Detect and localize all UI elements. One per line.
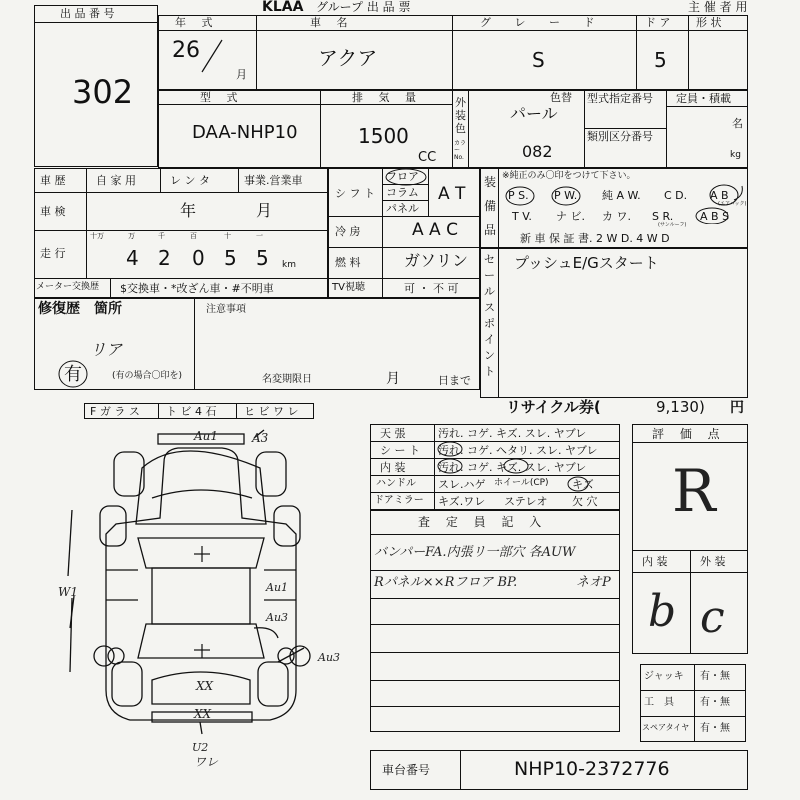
- category-number-label: 類別区分番号: [587, 130, 653, 143]
- chassis-number: NHP10-2372776: [514, 758, 670, 780]
- mileage-unit-1k: 千: [158, 232, 165, 240]
- recycle-amount: 9,130): [656, 398, 705, 416]
- row-stereo-label: ステレオ: [504, 495, 548, 508]
- model-code-label: 型 式: [200, 91, 244, 104]
- equip-pw[interactable]: P W.: [554, 189, 578, 202]
- mark-front-right: A3: [252, 431, 269, 445]
- equip-cd[interactable]: C D.: [664, 189, 688, 202]
- glass-cracks[interactable]: ヒ ビ ワ レ: [244, 405, 299, 418]
- equip-airbag-note: (エアバック): [718, 201, 747, 207]
- jack-label: ジャッキ: [644, 671, 684, 682]
- recycle-label: リサイクル券(: [506, 398, 601, 416]
- tv-label: TV視聴: [332, 282, 365, 293]
- equipment-label-1: 装: [484, 175, 497, 189]
- equipment-label-3: 品: [484, 223, 497, 237]
- mileage-unit: km: [282, 260, 296, 270]
- equipment-note: ※純正のみ〇印をつけて下さい。: [502, 171, 636, 181]
- recycle-unit: 円: [730, 400, 744, 416]
- color-change-label: 色替: [550, 91, 572, 104]
- inspector-line-2: Rパネル××Rフロア BP.: [374, 575, 518, 590]
- tv-value[interactable]: 可 ・ 不 可: [404, 282, 459, 295]
- mark-left-side: W1: [58, 585, 78, 599]
- year-value: 26: [172, 38, 200, 63]
- inspector-notes-block: [370, 510, 620, 732]
- persons-unit: 名: [732, 117, 743, 130]
- equip-tv[interactable]: T V.: [512, 210, 532, 223]
- interior-circles: [436, 440, 606, 492]
- mileage-unit-10: 十: [224, 232, 231, 240]
- tools-label: 工 具: [644, 697, 674, 708]
- mileage-digit-100: 0: [192, 246, 205, 270]
- row-wheel-text: キズ: [572, 478, 594, 491]
- meter-exchange-options[interactable]: $交換車・*改ざん車・#不明車: [120, 282, 274, 295]
- history-rental[interactable]: レ ン タ: [170, 174, 210, 187]
- sales-point-char-8: ト: [484, 365, 495, 378]
- exterior-label-3: 色: [455, 122, 466, 135]
- sales-point-value: プッシュE/Gスタート: [514, 254, 659, 272]
- inspector-label: 査 定 員 記 入: [418, 515, 548, 529]
- displacement-label: 排 気 量: [352, 91, 422, 104]
- name-change-month: 月: [386, 371, 400, 387]
- displacement-unit: CC: [418, 150, 437, 165]
- mileage-unit-1: 一: [256, 232, 263, 240]
- type-approval-label: 型式指定番号: [587, 92, 653, 105]
- mileage-unit-10k: 万: [128, 232, 135, 240]
- lot-number: 302: [72, 73, 134, 111]
- name-change-day: 日まで: [438, 374, 471, 387]
- jack-value[interactable]: 有・無: [700, 671, 730, 682]
- inspection-year-unit: 年: [180, 201, 197, 220]
- ac-label: 冷 房: [335, 225, 361, 238]
- model-name-value: アクア: [318, 46, 378, 70]
- inspection-label: 車 検: [40, 205, 66, 218]
- exterior-grade-label: 外 装: [700, 555, 726, 568]
- row-interior-text: 汚れ. コゲ. キズ. スレ. ヤブレ: [438, 461, 587, 474]
- meter-exchange-label: メーター交換歴: [36, 282, 100, 292]
- equip-sunroof-note: (サンルーフ): [658, 222, 687, 228]
- interior-grade-value: b: [648, 586, 677, 637]
- exterior-grade-value: c: [700, 592, 725, 643]
- shift-panel[interactable]: パネル: [386, 202, 419, 215]
- repair-yes-circle: [56, 358, 90, 390]
- sales-point-char-3: ル: [484, 285, 495, 298]
- sales-point-char-5: ポ: [484, 317, 495, 330]
- mark-right-rear-door: Au1: [266, 581, 289, 594]
- sales-point-char-6: イ: [484, 333, 495, 346]
- mileage-unit-100: 百: [190, 232, 197, 240]
- mileage-digit-1k: 2: [158, 246, 171, 270]
- sales-point-char-7: ン: [484, 349, 495, 362]
- ac-value: A A C: [412, 220, 458, 240]
- mark-rear-panel: XX: [194, 707, 212, 721]
- load-unit: kg: [730, 150, 741, 160]
- row-interior-label: 内 装: [380, 461, 406, 474]
- mark-trunk: XX: [196, 679, 214, 693]
- evaluation-score: R: [672, 457, 716, 525]
- tools-value[interactable]: 有・無: [700, 697, 730, 708]
- year-month-unit: 月: [236, 68, 247, 81]
- equip-abs[interactable]: A B S: [700, 210, 730, 223]
- equipment-label-2: 備: [484, 199, 497, 213]
- name-change-deadline-label: 名変期限日: [262, 374, 312, 385]
- mark-right-quarter: Au3: [266, 611, 289, 624]
- row-seat-label: シ ー ト: [380, 444, 420, 457]
- mark-rear-bumper: U2: [192, 741, 209, 754]
- sales-point-char-1: セ: [484, 253, 495, 266]
- row-stereo-text: 欠 穴: [572, 495, 598, 508]
- mark-rear-bumper-crack: ワレ: [194, 755, 219, 769]
- capacity-label: 定員・積載: [676, 92, 731, 105]
- inspection-month-unit: 月: [256, 201, 273, 220]
- interior-grade-label: 内 装: [642, 555, 668, 568]
- equip-leather[interactable]: カ ワ.: [602, 210, 631, 223]
- equip-alloy-wheels[interactable]: 純 A W.: [602, 189, 641, 202]
- row-handle-text: スレ.ハゲ: [438, 478, 486, 491]
- repair-history-label: 修復歴 箇所: [38, 301, 122, 317]
- notes-label: 注意事項: [206, 304, 246, 315]
- grade-value: S: [532, 48, 545, 72]
- sheet-title: グループ 出 品 票: [316, 0, 411, 14]
- glass-chips[interactable]: ト ビ 4 石: [166, 405, 217, 418]
- color-number-value: 082: [522, 142, 553, 161]
- model-code-value: DAA-NHP10: [192, 122, 298, 143]
- mileage-digit-10k: 4: [126, 246, 139, 270]
- shape-label: 形 状: [696, 16, 722, 29]
- displacement-value: 1500: [358, 124, 409, 148]
- glass-label: F ガ ラ ス: [90, 405, 140, 418]
- spare-tire-value[interactable]: 有・無: [700, 723, 730, 734]
- repair-location: リア: [90, 340, 123, 359]
- mark-front-bumper: Au1: [194, 429, 219, 443]
- sales-point-char-4: ス: [484, 301, 495, 314]
- mark-right-rear: Au3: [318, 651, 341, 664]
- repair-hint: (有の場合〇印を): [112, 371, 183, 381]
- year-slash: [196, 36, 226, 76]
- row-mirror-label: ドアミラー: [374, 495, 424, 506]
- mileage-digit-10: 5: [224, 246, 237, 270]
- row-headliner-label: 天 張: [380, 427, 406, 440]
- shift-column[interactable]: コラム: [386, 186, 419, 199]
- grade-label: グ レ ー ド: [480, 16, 605, 29]
- equipment-circles: [500, 182, 748, 224]
- inspector-line-1: バンパーFA.内張リ一部穴 各AUW: [374, 545, 576, 560]
- evaluation-label: 評 価 点: [652, 427, 726, 441]
- equip-sunroof[interactable]: S R.: [652, 210, 674, 223]
- shift-label: シ フ ト: [335, 187, 375, 200]
- sales-point-char-2: ー: [484, 269, 495, 282]
- row-headliner-text: 汚れ. コゲ. キズ. スレ. ヤブレ: [438, 427, 587, 440]
- lot-number-label: 出 品 番 号: [60, 7, 115, 20]
- row-handle-label: ハンドル: [376, 478, 416, 489]
- equip-navi[interactable]: ナ ビ.: [556, 210, 585, 223]
- spare-tire-label: スペアタイヤ: [642, 723, 690, 732]
- fuel-label: 燃 料: [335, 256, 361, 269]
- model-name-label: 車 名: [310, 16, 354, 29]
- exterior-label-2: 装: [455, 109, 466, 122]
- repair-yes: 有: [64, 364, 82, 385]
- mileage-unit-100k: 十万: [90, 232, 104, 240]
- inspector-line-3: ネオP: [576, 575, 611, 590]
- color-no-label: カラーNo.: [454, 140, 467, 161]
- history-commercial[interactable]: 事業.営業車: [244, 174, 303, 187]
- equip-airbag[interactable]: A B: [710, 189, 729, 202]
- shift-value: A T: [438, 184, 466, 204]
- row-seat-text: 汚れ. コゲ. ヘタリ. スレ. ヤブレ: [438, 444, 598, 457]
- door-value: 5: [654, 48, 667, 72]
- shift-floor-circle: [384, 168, 428, 186]
- equip-warranty-drive[interactable]: 新 車 保 証 書. 2 W D. 4 W D: [520, 232, 670, 245]
- shift-floor[interactable]: フロア: [386, 170, 419, 183]
- car-damage-diagram: [60, 428, 370, 748]
- brand-logo: KLAA: [262, 0, 304, 15]
- color-value: パール: [510, 104, 558, 123]
- exterior-label-1: 外: [455, 96, 466, 109]
- history-label: 車 歴: [40, 174, 66, 187]
- row-mirror-text: キズ.ワレ: [438, 495, 486, 508]
- mileage-label: 走 行: [40, 247, 66, 260]
- organizer-copy-label: 主 催 者 用: [688, 0, 748, 14]
- history-private[interactable]: 自 家 用: [96, 174, 136, 187]
- mileage-digit-1: 5: [256, 246, 269, 270]
- equip-ps[interactable]: P S.: [508, 189, 529, 202]
- chassis-label: 車台番号: [382, 763, 431, 777]
- row-wheel-label: ホイール(CP): [494, 478, 549, 488]
- door-label: ド ア: [645, 16, 671, 29]
- fuel-value: ガソリン: [404, 251, 469, 270]
- year-label: 年 式: [175, 16, 219, 29]
